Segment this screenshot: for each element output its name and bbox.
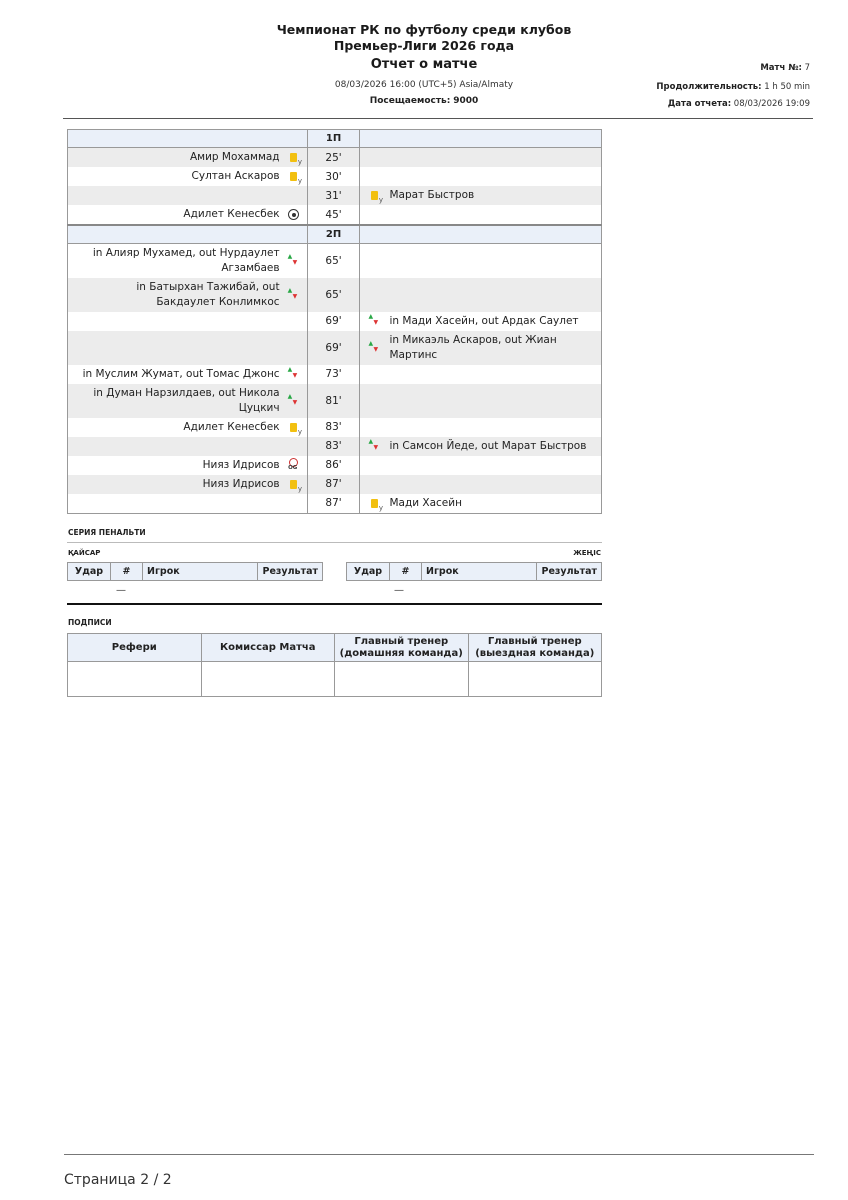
yellow-card-shape xyxy=(290,172,297,181)
home-event-cell xyxy=(68,494,308,514)
away-event-cell xyxy=(360,186,602,205)
col-result: Результат xyxy=(258,563,323,581)
event-row xyxy=(68,437,602,456)
event-row xyxy=(68,418,602,437)
penalty-series-title: СЕРИЯ ПЕНАЛЬТИ xyxy=(68,528,146,537)
home-event-cell xyxy=(68,312,308,331)
away-event-cell xyxy=(360,384,602,418)
event-minute: 45' xyxy=(307,205,360,225)
away-event-cell xyxy=(360,437,602,456)
home-event-cell xyxy=(68,331,308,365)
commissioner-signature-box xyxy=(201,662,335,697)
away-event-cell xyxy=(360,475,602,494)
event-minute: 81' xyxy=(307,384,360,418)
away-event-cell xyxy=(360,456,602,475)
attendance xyxy=(224,96,624,106)
substitution-arrows xyxy=(288,255,300,267)
match-events-table xyxy=(67,129,602,514)
signatures-table xyxy=(67,633,602,697)
substitution-arrows xyxy=(288,289,300,301)
sig-col-commissioner xyxy=(201,634,335,662)
event-minute: 30' xyxy=(307,167,360,186)
own-goal-icon xyxy=(287,458,301,472)
home-team-name: ҚАЙСАР xyxy=(68,549,101,557)
event-row xyxy=(68,456,602,475)
event-player: in Алияр Мухамед, out Нурдаулет Агзамбаев xyxy=(92,246,280,274)
event-content xyxy=(68,365,307,384)
sig-col-label: Главный тренер xyxy=(354,635,449,647)
event-minute: 83' xyxy=(307,437,360,456)
match-datetime: 08/03/2026 16:00 (UTC+5) Asia/Almaty xyxy=(334,80,514,90)
substitution-icon xyxy=(367,439,381,453)
penalty-end-divider xyxy=(67,603,602,605)
report-date xyxy=(668,99,810,109)
substitution-arrows xyxy=(288,368,300,380)
event-minute: 87' xyxy=(307,475,360,494)
duration-value: 1 h 50 min xyxy=(764,82,810,92)
sig-col-sublabel: (домашняя команда) xyxy=(339,647,463,659)
half-label: 1П xyxy=(307,130,360,148)
own-goal-shape xyxy=(287,458,300,472)
substitution-icon xyxy=(287,394,301,408)
half-label: 2П xyxy=(307,225,360,243)
half-home-cell xyxy=(68,225,308,243)
home-event-cell xyxy=(68,384,308,418)
header-divider xyxy=(63,118,813,119)
event-row xyxy=(68,331,602,365)
event-row xyxy=(68,278,602,312)
substitution-icon xyxy=(287,367,301,381)
yellow-card-icon xyxy=(287,420,301,434)
col-result: Результат xyxy=(537,563,602,581)
attendance-value: 9000 xyxy=(453,96,479,106)
event-content xyxy=(360,437,601,456)
yellow-card-shape xyxy=(290,480,297,489)
away-event-cell xyxy=(360,243,602,278)
away-event-cell xyxy=(360,365,602,384)
sig-col-away-coach xyxy=(468,634,602,662)
event-row xyxy=(68,312,602,331)
penalty-divider xyxy=(67,542,602,543)
yellow-card-shape xyxy=(371,499,378,508)
report-title: Отчет о матче xyxy=(370,57,478,72)
home-penalty-table xyxy=(67,562,323,581)
event-minute: 73' xyxy=(307,365,360,384)
event-row xyxy=(68,365,602,384)
home-event-cell xyxy=(68,365,308,384)
penalty-header-row xyxy=(68,563,323,581)
event-content xyxy=(68,475,307,494)
goal-icon xyxy=(287,208,301,222)
away-event-cell xyxy=(360,312,602,331)
attendance-label: Посещаемость: xyxy=(369,96,451,106)
penalty-header-row xyxy=(347,563,602,581)
event-minute: 25' xyxy=(307,148,360,168)
event-content xyxy=(68,244,307,278)
event-content xyxy=(68,205,307,224)
substitution-icon xyxy=(367,341,381,355)
home-event-cell xyxy=(68,418,308,437)
event-content xyxy=(68,148,307,167)
match-number-label: Матч №: xyxy=(760,63,802,73)
away-coach-signature-box xyxy=(468,662,602,697)
home-event-cell xyxy=(68,437,308,456)
substitution-icon xyxy=(287,254,301,268)
home-event-cell xyxy=(68,475,308,494)
away-event-cell xyxy=(360,331,602,365)
sig-col-label: Главный тренер xyxy=(487,635,582,647)
event-row xyxy=(68,494,602,514)
event-player: in Батырхан Тажибай, out Бакдаулет Конлимкос xyxy=(136,280,280,308)
event-content xyxy=(68,384,307,418)
substitution-icon xyxy=(287,288,301,302)
away-penalty-table xyxy=(346,562,602,581)
away-event-cell xyxy=(360,278,602,312)
event-player: Адилет Кенесбек xyxy=(183,208,280,220)
yellow-card-icon xyxy=(287,170,301,184)
signatures-title: ПОДПИСИ xyxy=(68,618,112,627)
home-event-cell xyxy=(68,456,308,475)
event-content xyxy=(68,418,307,437)
duration-label: Продолжительность: xyxy=(656,82,762,92)
yellow-card-shape xyxy=(371,191,378,200)
event-content xyxy=(360,331,601,365)
sig-col-sublabel: (выездная команда) xyxy=(475,647,595,659)
yellow-card-icon xyxy=(367,189,381,203)
yellow-card-shape xyxy=(290,153,297,162)
home-coach-signature-box xyxy=(335,662,469,697)
own-goal-label: OG xyxy=(288,465,298,471)
event-content xyxy=(68,278,307,312)
ball-shape xyxy=(288,209,299,220)
col-shot: Удар xyxy=(347,563,390,581)
event-content xyxy=(360,186,601,205)
report-date-value: 08/03/2026 19:09 xyxy=(733,99,810,109)
signatures-header-row xyxy=(68,634,602,662)
event-player: Султан Аскаров xyxy=(191,170,280,182)
substitution-arrows xyxy=(368,342,380,354)
yellow-card-shape xyxy=(290,423,297,432)
event-minute: 69' xyxy=(307,312,360,331)
col-player: Игрок xyxy=(143,563,258,581)
event-player: Мади Хасейн xyxy=(389,496,462,509)
home-event-cell xyxy=(68,186,308,205)
yellow-card-icon xyxy=(287,477,301,491)
col-number: # xyxy=(111,563,143,581)
sig-col-home-coach xyxy=(335,634,469,662)
home-penalty-empty: — xyxy=(116,585,126,596)
event-content xyxy=(360,494,601,513)
event-player: Нияз Идрисов xyxy=(202,458,280,471)
event-row xyxy=(68,186,602,205)
home-event-cell xyxy=(68,243,308,278)
event-player: Марат Быстров xyxy=(389,189,475,201)
event-minute: 83' xyxy=(307,418,360,437)
away-event-cell xyxy=(360,148,602,168)
event-minute: 69' xyxy=(307,331,360,365)
sig-col-label: Рефери xyxy=(111,641,157,653)
col-number: # xyxy=(390,563,422,581)
event-minute: 65' xyxy=(307,278,360,312)
yellow-card-icon xyxy=(287,151,301,165)
event-player: Амир Мохаммад xyxy=(189,151,280,163)
home-event-cell xyxy=(68,148,308,168)
match-number-value: 7 xyxy=(804,63,810,73)
away-event-cell xyxy=(360,167,602,186)
yellow-card-icon xyxy=(367,496,381,510)
event-row xyxy=(68,167,602,186)
event-content xyxy=(68,167,307,186)
half-away-cell xyxy=(360,130,602,148)
footer-divider xyxy=(64,1154,814,1155)
half-header-row xyxy=(68,130,602,148)
half-home-cell xyxy=(68,130,308,148)
event-player: Нияз Идрисов xyxy=(202,477,280,490)
event-row xyxy=(68,243,602,278)
event-row xyxy=(68,475,602,494)
event-minute: 31' xyxy=(307,186,360,205)
half-header-row xyxy=(68,225,602,243)
col-shot: Удар xyxy=(68,563,111,581)
away-penalty-empty: — xyxy=(394,585,404,596)
away-event-cell xyxy=(360,494,602,514)
page-number: Страница 2 / 2 xyxy=(64,1172,172,1188)
substitution-arrows xyxy=(368,315,380,327)
col-player: Игрок xyxy=(422,563,537,581)
half-away-cell xyxy=(360,225,602,243)
substitution-arrows xyxy=(368,440,380,452)
match-duration xyxy=(656,82,810,92)
event-row xyxy=(68,205,602,225)
sig-col-label: Комиссар Матча xyxy=(219,641,316,653)
substitution-icon xyxy=(367,314,381,328)
signatures-blank-row xyxy=(68,662,602,697)
home-event-cell xyxy=(68,205,308,225)
referee-signature-box xyxy=(68,662,202,697)
substitution-arrows xyxy=(288,395,300,407)
event-row xyxy=(68,148,602,168)
home-event-cell xyxy=(68,278,308,312)
sig-col-referee xyxy=(68,634,202,662)
event-player: Адилет Кенесбек xyxy=(183,420,280,433)
event-minute: 87' xyxy=(307,494,360,514)
event-player: in Мади Хасейн, out Ардак Саулет xyxy=(389,314,579,327)
event-row xyxy=(68,384,602,418)
championship-title: Чемпионат РК по футболу среди клубов xyxy=(276,22,572,37)
event-minute: 65' xyxy=(307,243,360,278)
event-player: in Самсон Йеде, out Марат Быстров xyxy=(389,439,587,452)
event-player: in Муслим Жумат, out Томас Джонс xyxy=(82,367,280,380)
away-team-name: ЖЕҢІС xyxy=(573,549,601,557)
league-title: Премьер-Лиги 2026 года xyxy=(333,38,515,53)
report-header xyxy=(0,0,848,120)
home-event-cell xyxy=(68,167,308,186)
away-event-cell xyxy=(360,418,602,437)
events-body xyxy=(68,130,602,514)
match-number xyxy=(760,63,810,73)
report-date-label: Дата отчета: xyxy=(667,99,732,109)
away-event-cell xyxy=(360,205,602,225)
event-content xyxy=(360,312,601,331)
event-content xyxy=(68,456,307,475)
event-minute: 86' xyxy=(307,456,360,475)
event-player: in Думан Нарзилдаев, out Никола Цуцкич xyxy=(93,386,280,414)
event-player: in Микаэль Аскаров, out Жиан Мартинс xyxy=(389,333,557,361)
